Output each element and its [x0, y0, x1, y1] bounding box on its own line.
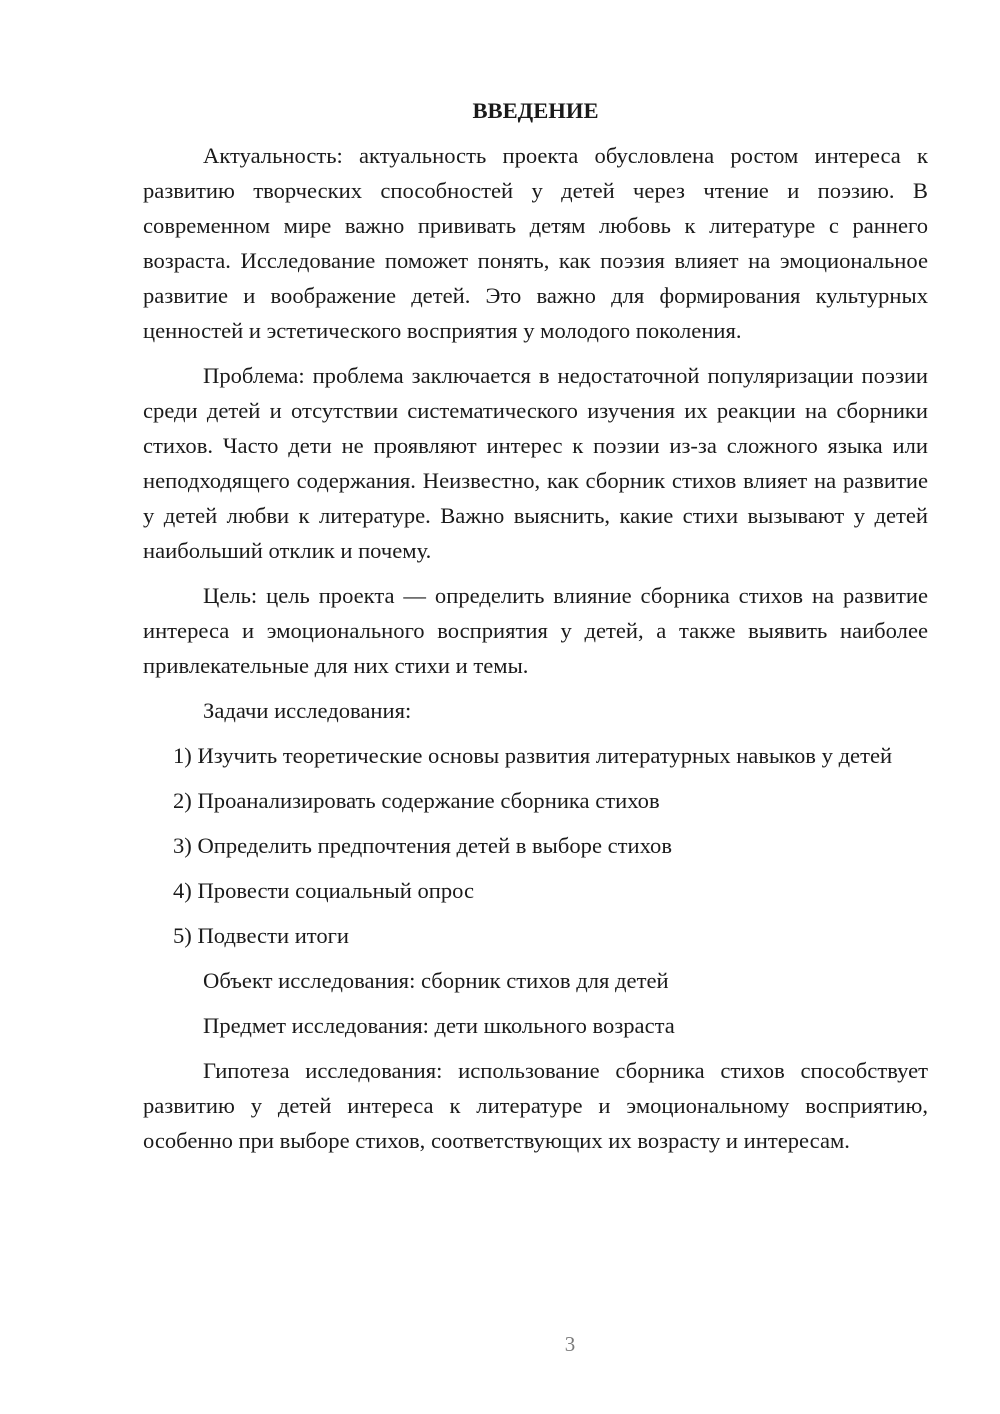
tasks-heading: Задачи исследования: — [203, 698, 412, 723]
task-item-5: 5) Подвести итоги — [173, 923, 350, 948]
page-content — [143, 96, 928, 1168]
research-object: Объект исследования: сборник стихов для детей — [203, 968, 669, 993]
task-item-4: 4) Провести социальный опрос — [173, 878, 475, 903]
problem-paragraph: Проблема: проблема заключается в недостаточной популяризации поэзии среди детей и отсутствии систематического изучения их реакции на сборники стихов. Часто дети не проявляют интерес к поэзии из-за сложного языка или неподходящего содержания. Неизвестно, как сборник стихов влияет на развитие у детей любви к литературе. Важно выяснить, какие стихи вызывают у детей наибольший отклик и почему. — [143, 363, 928, 563]
research-subject: Предмет исследования: дети школьного возраста — [203, 1013, 675, 1038]
page-number: 3 — [564, 1332, 576, 1356]
task-item-3: 3) Определить предпочтения детей в выборе стихов — [173, 833, 673, 858]
section-title: ВВЕДЕНИЕ — [472, 98, 599, 123]
task-item-1: 1) Изучить теоретические основы развития литературных навыков у детей — [173, 743, 893, 768]
goal-paragraph: Цель: цель проекта — определить влияние сборника стихов на развитие интереса и эмоционального восприятия у детей, а также выявить наиболее привлекательные для них стихи и темы. — [143, 583, 928, 678]
relevance-paragraph: Актуальность: актуальность проекта обусловлена ростом интереса к развитию творческих способностей у детей через чтение и поэзию. В современном мире важно прививать детям любовь к литературе с раннего возраста. Исследование поможет понять, как поэзия влияет на эмоциональное развитие и воображение детей. Это важно для формирования культурных ценностей и эстетического восприятия у молодого поколения. — [143, 143, 928, 343]
task-item-2: 2) Проанализировать содержание сборника стихов — [173, 788, 660, 813]
hypothesis-paragraph: Гипотеза исследования: использование сборника стихов способствует развитию у детей интереса к литературе и эмоциональному восприятию, особенно при выборе стихов, соответствующих их возрасту и интересам. — [143, 1058, 928, 1153]
